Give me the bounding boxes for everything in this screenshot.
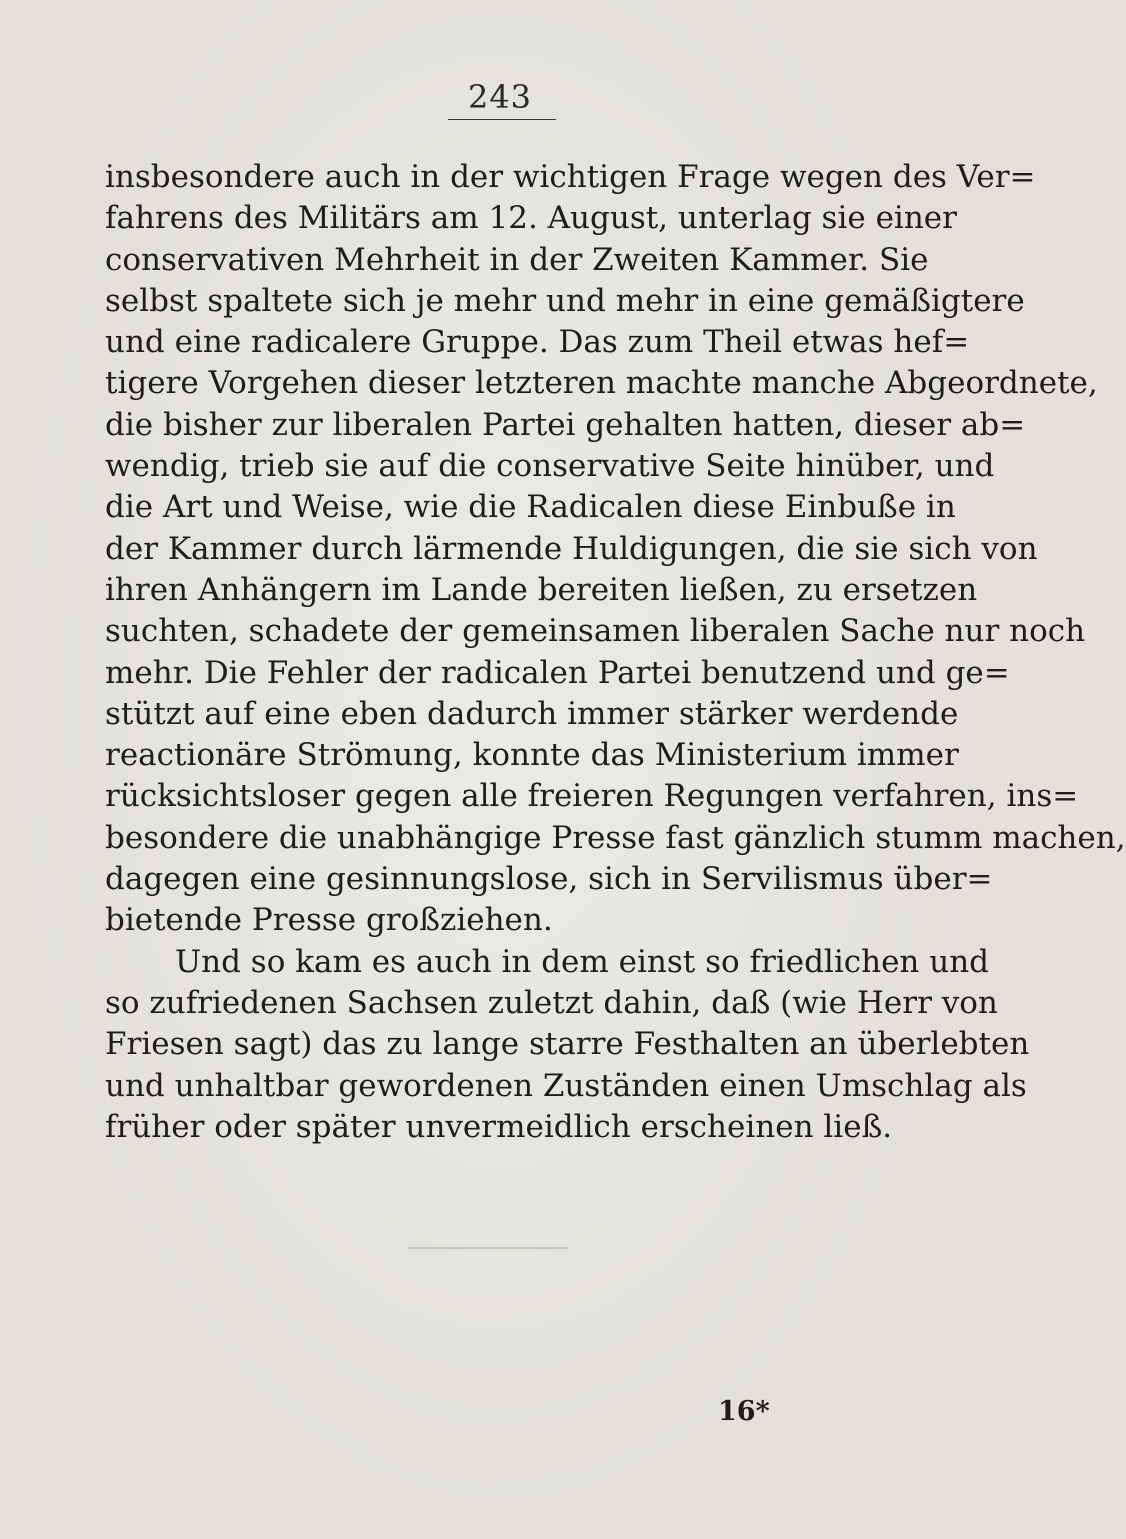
text-line: so zufriedenen Sachsen zuletzt dahin, daß (wie Herr von [105,984,998,1021]
page-number: 243 [467,78,533,116]
text-line: die Art und Weise, wie die Radicalen diese Einbuße in [105,489,956,526]
text-line: Friesen sagt) das zu lange starre Festhalten an überlebten [105,1026,1030,1063]
text-line: und unhaltbar gewordenen Zuständen einen Umschlag als [105,1067,1027,1104]
text-line: selbst spaltete sich je mehr und mehr in eine gemäßigtere [105,282,1025,319]
text-line: conservativen Mehrheit in der Zweiten Kammer. Sie [105,241,929,278]
text-line: dagegen eine gesinnungslose, sich in Servilismus über= [105,861,993,898]
text-line: Und so kam es auch in dem einst so friedlichen und [175,943,990,980]
text-line: rücksichtsloser gegen alle freieren Regungen verfahren, ins= [105,778,1079,815]
text-line: wendig, trieb sie auf die conservative Seite hinüber, und [105,448,995,485]
text-line: mehr. Die Fehler der radicalen Partei benutzend und ge= [105,654,1010,691]
header-rule [448,119,556,120]
text-line: der Kammer durch lärmende Huldigungen, die sie sich von [105,530,1038,567]
show-through-rule [408,1247,568,1249]
body-text [105,157,1126,1148]
paragraph-2 [105,942,1030,1148]
text-line: tigere Vorgehen dieser letzteren machte manche Abgeordnete, [105,365,1098,402]
text-line: besondere die unabhängige Presse fast gänzlich stumm machen, [105,819,1126,856]
text-line: reactionäre Strömung, konnte das Ministerium immer [105,737,959,774]
text-line: früher oder später unvermeidlich erscheinen ließ. [105,1108,893,1145]
text-line: stützt auf eine eben dadurch immer stärker werdende [105,695,959,732]
text-line: die bisher zur liberalen Partei gehalten hatten, dieser ab= [105,406,1026,443]
text-line: ihren Anhängern im Lande bereiten ließen, zu ersetzen [105,571,978,608]
signature-mark: 16* [718,1396,770,1427]
text-line: und eine radicalere Gruppe. Das zum Theil etwas hef= [105,324,970,361]
paragraph-1 [105,157,1126,942]
text-line: bietende Presse großziehen. [105,902,553,939]
text-line: fahrens des Militärs am 12. August, unterlag sie einer [105,200,957,237]
text-line: insbesondere auch in der wichtigen Frage wegen des Ver= [105,159,1036,195]
text-line: suchten, schadete der gemeinsamen liberalen Sache nur noch [105,613,1086,650]
